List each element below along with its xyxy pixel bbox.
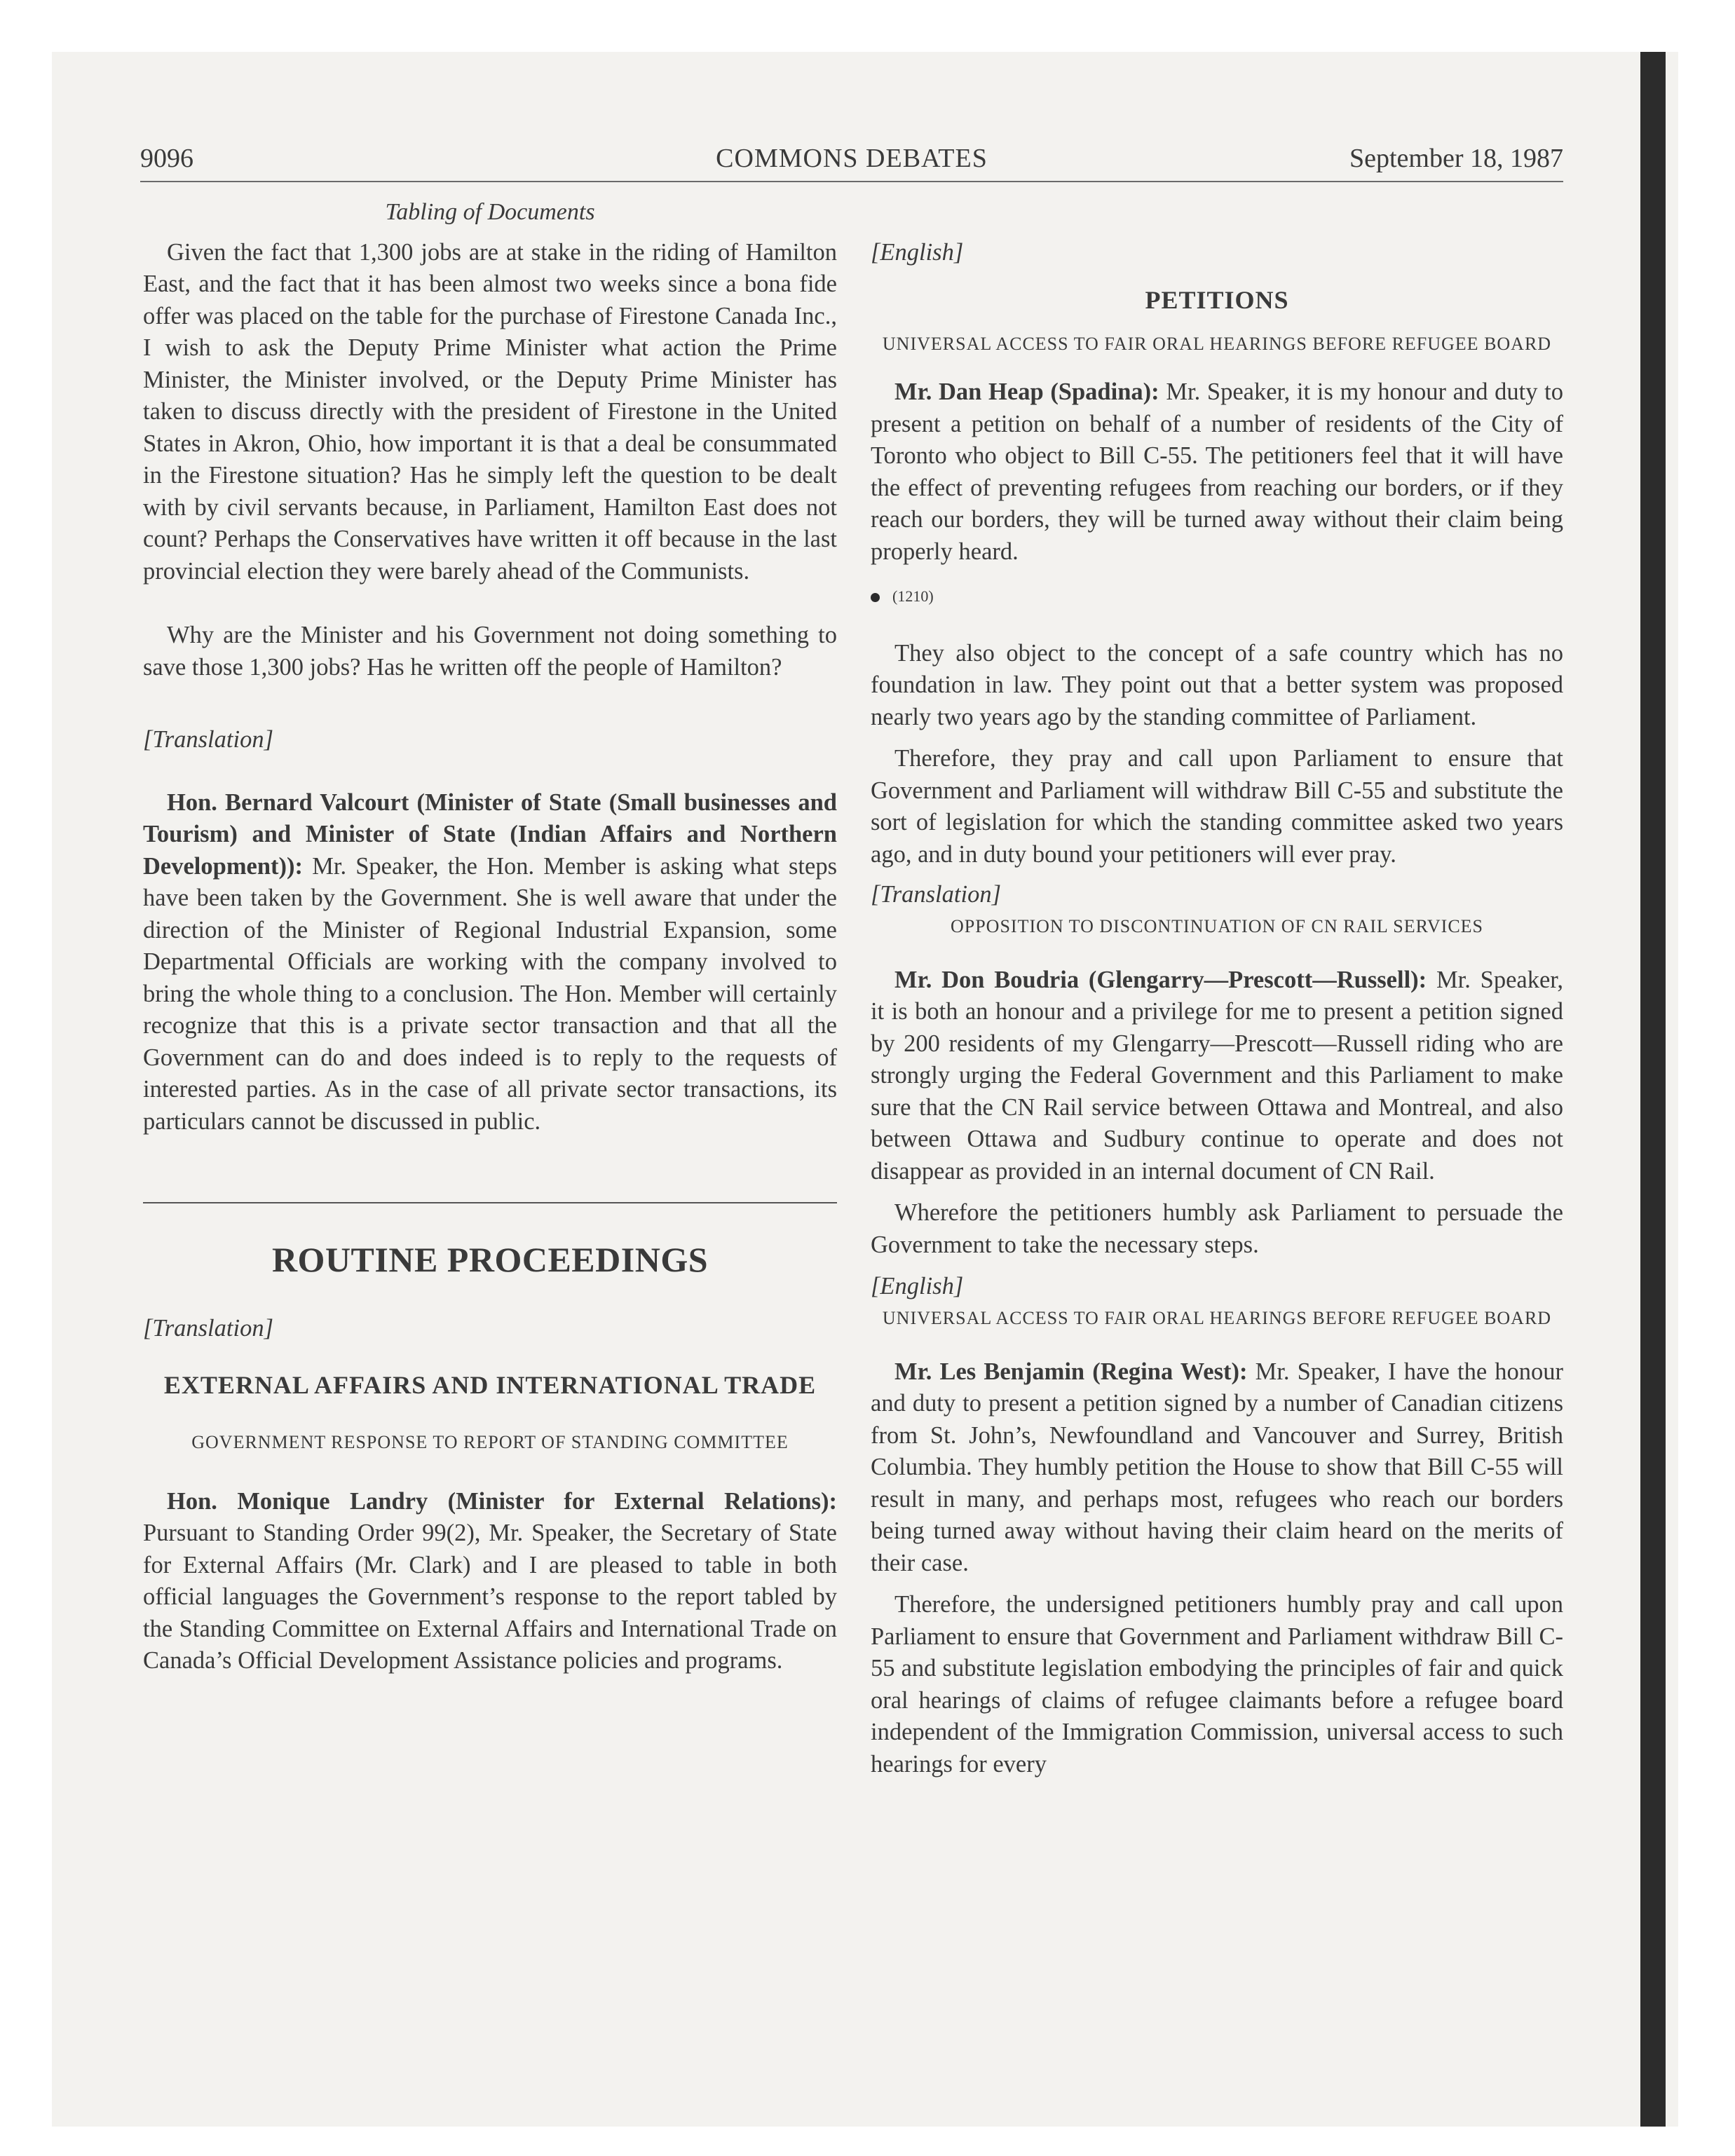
speaker-name: Mr. Les Benjamin (Regina West): <box>894 1358 1248 1385</box>
english-label: [English] <box>871 1273 964 1299</box>
speech-text: Mr. Speaker, it is both an honour and a privilege for me to present a petition signed by 200 residents of my Glengarry—Prescott—Russell riding who are strongly urging the Federal Government and this Parliament to make sure that the CN Rail service between Ottawa and Montreal, and also between Ottawa and Sudbury continue to operate and does not disappear as provided in an internal document of CN Rail. <box>871 966 1564 1185</box>
paragraph: Wherefore the petitioners humbly ask Parliament to persuade the Government to take the necessary steps. <box>871 1199 1563 1258</box>
header-rule <box>140 181 1563 182</box>
bullet-icon <box>871 593 880 602</box>
speech-text: Mr. Speaker, the Hon. Member is asking what steps have been taken by the Government. She is well aware that under the direction of the Minister of Regional Industrial Expansion, some Departmental Officials are working with the company involved to bring the whole thing to a conclusion. The Hon. Member will certainly recognize that this is a private sector transaction and that all the Government can do and does indeed is to reply to the requests of interested parties. As in the case of all private sector transactions, its particulars cannot be discussed in public. <box>143 852 837 1135</box>
cn-rail-heading: OPPOSITION TO DISCONTINUATION OF CN RAIL SERVICES <box>950 915 1484 936</box>
paragraph: They also object to the concept of a safe country which has no foundation in law. They point out that a better system was proposed nearly two years ago by the standing committee of Parliament. <box>871 639 1563 730</box>
translation-label: [Translation] <box>871 881 1001 908</box>
page-binding-edge <box>1640 52 1666 2127</box>
translation-label: [Translation] <box>143 1314 273 1342</box>
publication-title: COMMONS DEBATES <box>716 144 988 173</box>
speaker-name: Mr. Don Boudria (Glengarry—Prescott—Russell): <box>894 966 1427 993</box>
routine-proceedings-heading: ROUTINE PROCEEDINGS <box>271 1240 709 1279</box>
left-column <box>143 196 837 1677</box>
refugee-board-heading: UNIVERSAL ACCESS TO FAIR ORAL HEARINGS BEFORE REFUGEE BOARD <box>882 1307 1552 1328</box>
refugee-board-heading: UNIVERSAL ACCESS TO FAIR ORAL HEARINGS BEFORE REFUGEE BOARD <box>882 334 1552 354</box>
paragraph: Why are the Minister and his Government not doing something to save those 1,300 jobs? Has he written off the people of Hamilton? <box>143 622 837 681</box>
time-marker: (1210) <box>871 580 1563 613</box>
speech <box>871 964 1563 1188</box>
translation-label: [Translation] <box>143 726 273 753</box>
speech <box>143 787 837 1138</box>
paragraph: Given the fact that 1,300 jobs are at stake in the riding of Hamilton East, and the fact that it has been almost two weeks since a bona fide offer was placed on the table for the purchase of Firestone Canada Inc., I wish to ask the Deputy Prime Minister what action the Prime Minister, the Minister involved, or the Deputy Prime Minister has taken to discuss directly with the president of Firestone in the United States in Akron, Ohio, how important it is that a deal be consummated in the Firestone situation? Has he simply left the question to be dealt with by civil servants because, in Parliament, Hamilton East does not count? Perhaps the Conservatives have written it off because in the last provincial election they were barely ahead of the Communists. <box>143 238 837 585</box>
page-date: September 18, 1987 <box>1349 144 1563 173</box>
speech-text: Pursuant to Standing Order 99(2), Mr. Speaker, the Secretary of State for External Affairs (Mr. Clark) and I are pleased to table in both official languages the Government’s response to the report tabled by the Standing Committee on External Affairs and International Trade on Canada’s Official Development Assistance policies and programs. <box>143 1520 837 1674</box>
speech <box>143 1486 837 1677</box>
speaker-name: Mr. Dan Heap (Spadina): <box>894 378 1159 405</box>
external-affairs-heading: EXTERNAL AFFAIRS AND INTERNATIONAL TRADE <box>163 1371 817 1399</box>
page-header <box>140 140 1563 179</box>
government-response-heading: GOVERNMENT RESPONSE TO REPORT OF STANDING COMMITTEE <box>191 1431 789 1452</box>
right-column <box>871 196 1563 1780</box>
speaker-name: Hon. Monique Landry (Minister for External Relations): <box>167 1487 837 1515</box>
speech-text: Mr. Speaker, I have the honour and duty to present a petition signed by a number of Canadian citizens from St. John’s, Newfoundland and Vancouver and Surrey, British Columbia. They humbly petition the House to show that Bill C-55 will result in many, and perhaps most, refugees who reach our borders being turned away without having their claim heard on the merits of their case. <box>871 1358 1564 1576</box>
paragraph: Therefore, they pray and call upon Parliament to ensure that Government and Parliament will withdraw Bill C-55 and substitute the sort of legislation for which the standing committee asked two years ago, and in duty bound your petitioners will ever pray. <box>871 745 1563 868</box>
speech <box>871 1356 1563 1580</box>
section-label: Tabling of Documents <box>385 199 595 225</box>
speech <box>871 376 1563 568</box>
english-label: [English] <box>871 239 964 266</box>
speaker-name: Hon. Bernard Valcourt (Minister of State (Small businesses and Tourism) and Minister of State (Indian Affairs and Northern Development)): <box>143 789 837 880</box>
paragraph: Therefore, the undersigned petitioners humbly pray and call upon Parliament to ensure that Government and Parliament withdraw Bill C-55 and substitute legislation embodying the principles of fair and quick oral hearings of claims of refugee claimants before a refugee board independent of the Immigration Commission, universal access to such hearings for every <box>871 1591 1563 1778</box>
page-number: 9096 <box>140 144 193 173</box>
speech-text: Mr. Speaker, it is my honour and duty to present a petition on behalf of a number of residents of the City of Toronto who object to Bill C-55. The petitioners feel that it will have the effect of preventing refugees from reaching our borders, or if they reach our borders, they will be turned away without their claim being properly heard. <box>871 378 1564 565</box>
petitions-heading: PETITIONS <box>1145 285 1289 314</box>
